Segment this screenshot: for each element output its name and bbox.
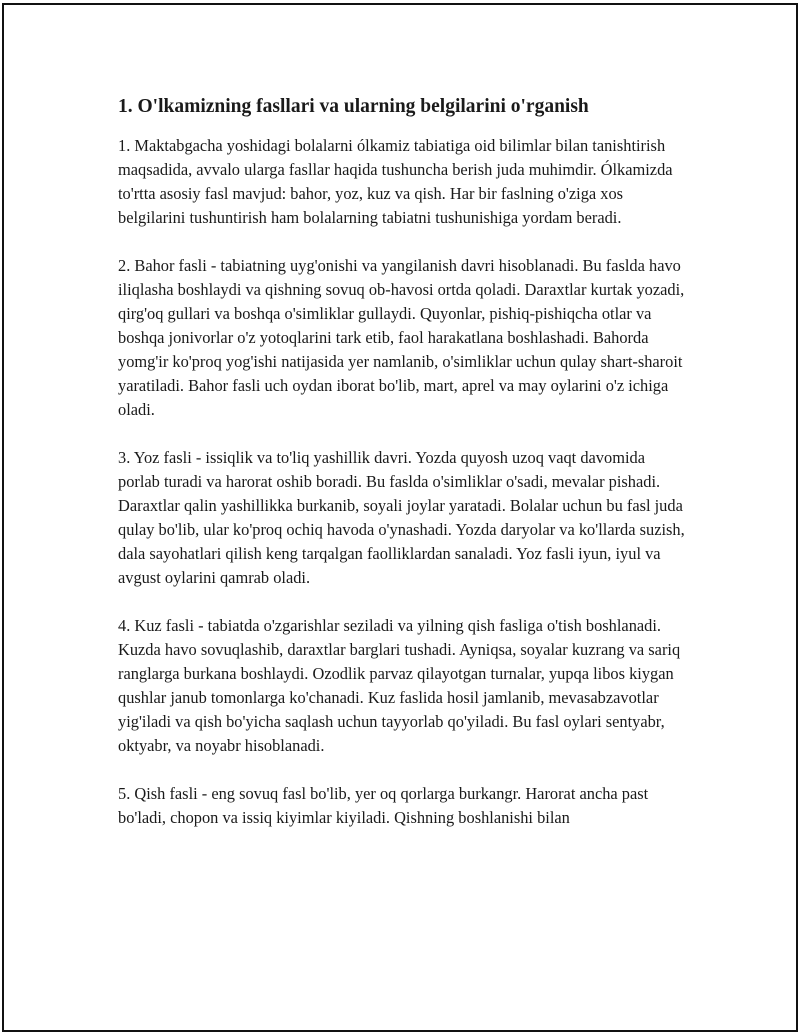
- paragraph-5: 5. Qish fasli - eng sovuq fasl bo'lib, yer oq qorlarga burkangr. Harorat ancha past bo'ladi, chopon va issiq kiyimlar kiyiladi. Qishning boshlanishi bilan: [118, 784, 649, 827]
- paragraph-1: 1. Maktabgacha yoshidagi bolalarni ólkamiz tabiatiga oid bilimlar bilan tanishtirish maqsadida, avvalo ularga fasllar haqida tushuncha berish juda muhimdir. Ólkamizda to'rtta asosiy fasl mavjud: bahor, yoz, kuz va qish. Har bir faslning o'ziga xos belgilarini tushuntirish ham bolalarning tabiatni tushunishiga yordam beradi.: [118, 136, 673, 227]
- document-title: 1. O'lkamizning fasllari va ularning belgilarini o'rganish: [118, 96, 589, 117]
- paragraph-4: 4. Kuz fasli - tabiatda o'zgarishlar seziladi va yilning qish fasliga o'tish boshlanadi. Kuzda havo sovuqlashib, daraxtlar barglari tushadi. Ayniqsa, soyalar kuzrang va sariq ranglarga burkana boshlaydi. Ozodlik parvaz qilayotgan turnalar, yupqa libos kiygan qushlar janub tomonlarga ko'chanadi. Kuz faslida hosil jamlanib, mevasabzavotlar yig'iladi va qish bo'yicha saqlash uchun tayyorlab qo'yiladi. Bu fasl oylari sentyabr, oktyabr, va noyabr hisoblanadi.: [118, 616, 681, 755]
- paragraph-2: 2. Bahor fasli - tabiatning uyg'onishi va yangilanish davri hisoblanadi. Bu faslda havo iliqlasha boshlaydi va qishning sovuq ob-havosi ortda qoladi. Daraxtlar kurtak yozadi, qirg'oq gullari va boshqa o'simliklar gullaydi. Quyonlar, pishiq-pishiqcha otlar va boshqa jonivorlar o'z yotoqlarini tark etib, faol harakatlana boshlashadi. Bahorda yomg'ir ko'proq yog'ishi natijasida yer namlanib, o'simliklar uchun qulay shart-sharoit yaratiladi. Bahor fasli uch oydan iborat bo'lib, mart, aprel va may oylarini o'z ichiga oladi.: [118, 256, 685, 419]
- document-body: [118, 94, 688, 854]
- paragraph-3: 3. Yoz fasli - issiqlik va to'liq yashillik davri. Yozda quyosh uzoq vaqt davomida porlab turadi va harorat oshib boradi. Bu faslda o'simliklar o'sadi, mevalar pishadi. Daraxtlar qalin yashillikka burkanib, soyali joylar yaratadi. Bolalar uchun bu fasl juda qulay bo'lib, ular ko'proq ochiq havoda o'ynashadi. Yozda daryolar va ko'llarda suzish, dala sayohatlari qilish keng tarqalgan faolliklardan sanaladi. Yoz fasli iyun, iyul va avgust oylarini qamrab oladi.: [118, 448, 685, 587]
